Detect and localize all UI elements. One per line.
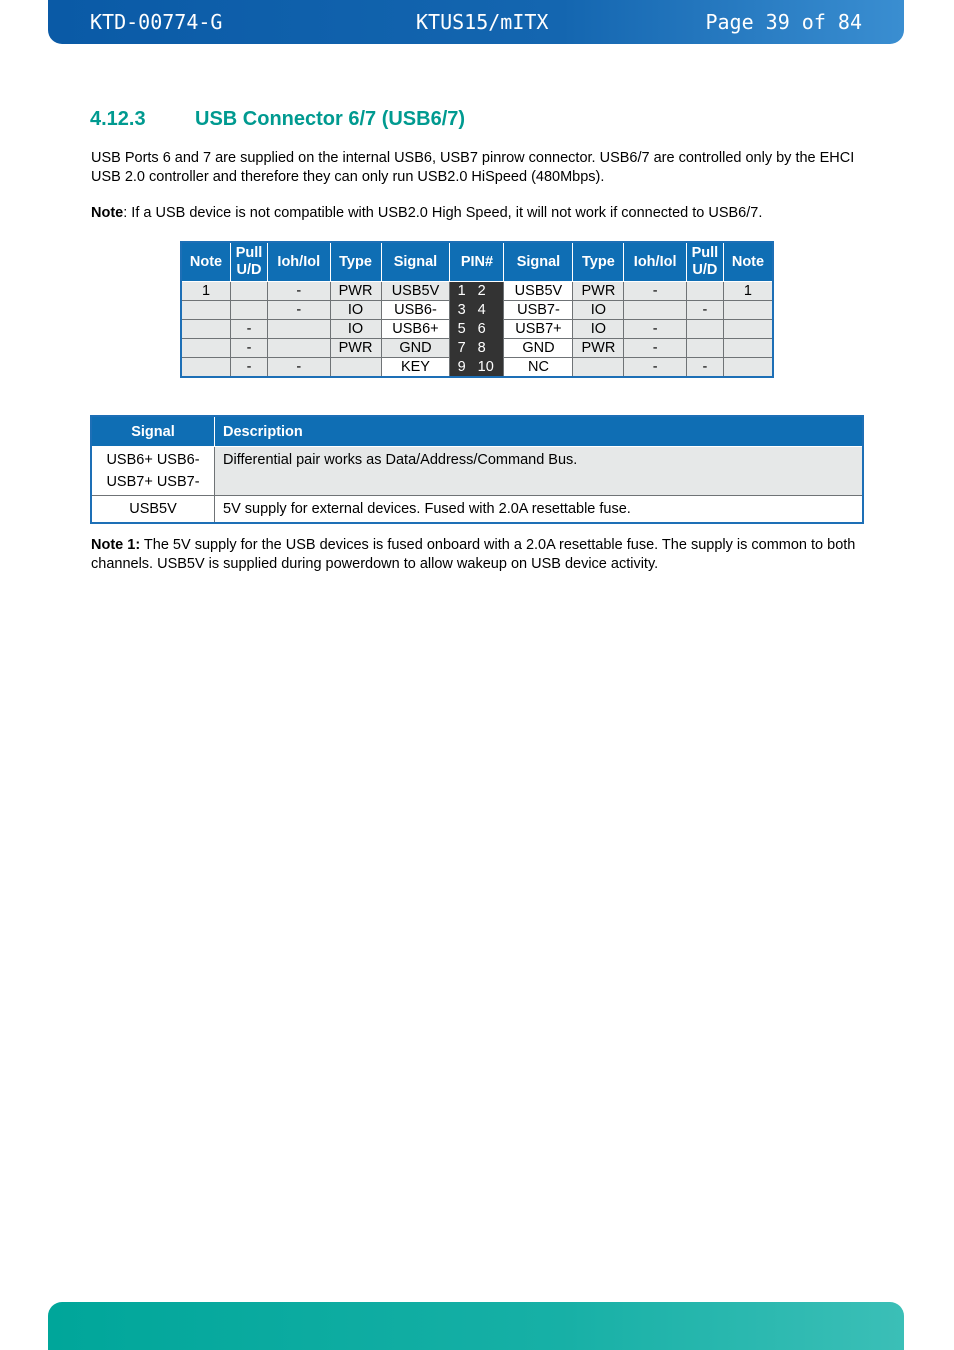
table-cell: IO (330, 320, 381, 339)
table-row (181, 301, 773, 320)
col-header-signal: Signal (91, 416, 215, 447)
pin-number: 10 (472, 358, 504, 378)
table-cell: - (231, 320, 268, 339)
table-cell: - (268, 301, 331, 320)
table-cell (181, 358, 231, 378)
note1-paragraph (91, 536, 861, 573)
description-cell: 5V supply for external devices. Fused with 2.0A resettable fuse. (215, 496, 864, 524)
signal-description-table (90, 415, 864, 524)
table-cell: 1 (723, 282, 773, 301)
page-footer (48, 1302, 904, 1350)
table-cell: KEY (381, 358, 450, 378)
table-cell: USB6+ (381, 320, 450, 339)
desc-header-row (91, 416, 863, 447)
table-cell: NC (504, 358, 573, 378)
col-header: Note (723, 242, 773, 282)
pin-number: 4 (472, 301, 504, 320)
section-number: 4.12.3 (90, 108, 146, 130)
table-cell: PWR (573, 339, 624, 358)
pin-number: 3 (450, 301, 472, 320)
table-cell: PWR (330, 339, 381, 358)
signal-cell: USB5V (91, 496, 215, 524)
table-cell (723, 339, 773, 358)
table-cell: IO (573, 320, 624, 339)
table-cell: - (231, 339, 268, 358)
product-name: KTUS15/mITX (416, 10, 549, 34)
pin-number: 9 (450, 358, 472, 378)
table-cell: GND (381, 339, 450, 358)
note-text: : If a USB device is not compatible with USB2.0 High Speed, it will not work if connected to USB6/7. (123, 205, 763, 221)
signal-line: USB6+ USB6- (106, 452, 200, 468)
table-cell (181, 320, 231, 339)
table-cell (686, 339, 723, 358)
table-cell (268, 339, 331, 358)
col-header: Signal (504, 242, 573, 282)
table-cell: GND (504, 339, 573, 358)
col-header: PIN# (450, 242, 504, 282)
table-cell: - (268, 282, 331, 301)
note-label: Note (91, 205, 124, 221)
table-cell: USB7+ (504, 320, 573, 339)
table-cell: - (686, 358, 723, 378)
table-cell (268, 320, 331, 339)
page-number: Page 39 of 84 (705, 10, 862, 34)
table-row (181, 358, 773, 378)
col-header: Ioh/Iol (624, 242, 687, 282)
col-header: Note (181, 242, 231, 282)
table-cell (723, 320, 773, 339)
col-header: Pull U/D (231, 242, 268, 282)
signal-cell (91, 447, 215, 496)
table-cell (686, 282, 723, 301)
table-row (91, 496, 863, 524)
table-cell: PWR (330, 282, 381, 301)
table-cell: - (624, 282, 687, 301)
table-cell (181, 339, 231, 358)
table-cell: - (268, 358, 331, 378)
note-paragraph (91, 204, 861, 223)
table-cell: USB5V (504, 282, 573, 301)
table-row (181, 320, 773, 339)
table-cell: - (624, 358, 687, 378)
section-heading (90, 108, 465, 131)
document-id: KTD-00774-G (90, 10, 223, 34)
pin-number: 2 (472, 282, 504, 301)
table-cell: - (231, 358, 268, 378)
table-cell: - (624, 339, 687, 358)
table-cell (686, 320, 723, 339)
table-cell (723, 301, 773, 320)
col-header: Signal (381, 242, 450, 282)
pin-number: 8 (472, 339, 504, 358)
table-cell: USB7- (504, 301, 573, 320)
table-cell (330, 358, 381, 378)
table-cell: 1 (181, 282, 231, 301)
col-header: Pull U/D (686, 242, 723, 282)
page-header (48, 0, 904, 44)
table-cell (181, 301, 231, 320)
table-row (181, 282, 773, 301)
pinout-table (180, 241, 774, 378)
col-header: Type (573, 242, 624, 282)
col-header: Type (330, 242, 381, 282)
table-cell: USB6- (381, 301, 450, 320)
description-cell: Differential pair works as Data/Address/Command Bus. (215, 447, 864, 496)
pin-number: 1 (450, 282, 472, 301)
col-header: Ioh/Iol (268, 242, 331, 282)
table-cell: - (686, 301, 723, 320)
table-cell: - (624, 320, 687, 339)
pin-number: 6 (472, 320, 504, 339)
table-cell (573, 358, 624, 378)
intro-paragraph: USB Ports 6 and 7 are supplied on the internal USB6, USB7 pinrow connector. USB6/7 are controlled only by the EHCI USB 2.0 controller and therefore they can only run USB2.0 HiSpeed (480Mbps). (91, 150, 855, 185)
table-cell (231, 301, 268, 320)
table-cell (723, 358, 773, 378)
table-cell: IO (573, 301, 624, 320)
table-cell: USB5V (381, 282, 450, 301)
table-row (181, 339, 773, 358)
pin-number: 7 (450, 339, 472, 358)
table-cell (231, 282, 268, 301)
table-cell: PWR (573, 282, 624, 301)
note1-label: Note 1: (91, 537, 141, 553)
pin-number: 5 (450, 320, 472, 339)
section-title: USB Connector 6/7 (USB6/7) (195, 108, 466, 130)
col-header-description: Description (215, 416, 864, 447)
table-cell (624, 301, 687, 320)
pinout-header-row (181, 242, 773, 282)
signal-line: USB7+ USB7- (106, 474, 200, 490)
note1-text: The 5V supply for the USB devices is fused onboard with a 2.0A resettable fuse. The supply is common to both channels. USB5V is supplied during powerdown to allow wakeup on USB device activity. (91, 537, 856, 572)
table-cell: IO (330, 301, 381, 320)
table-row (91, 447, 863, 496)
